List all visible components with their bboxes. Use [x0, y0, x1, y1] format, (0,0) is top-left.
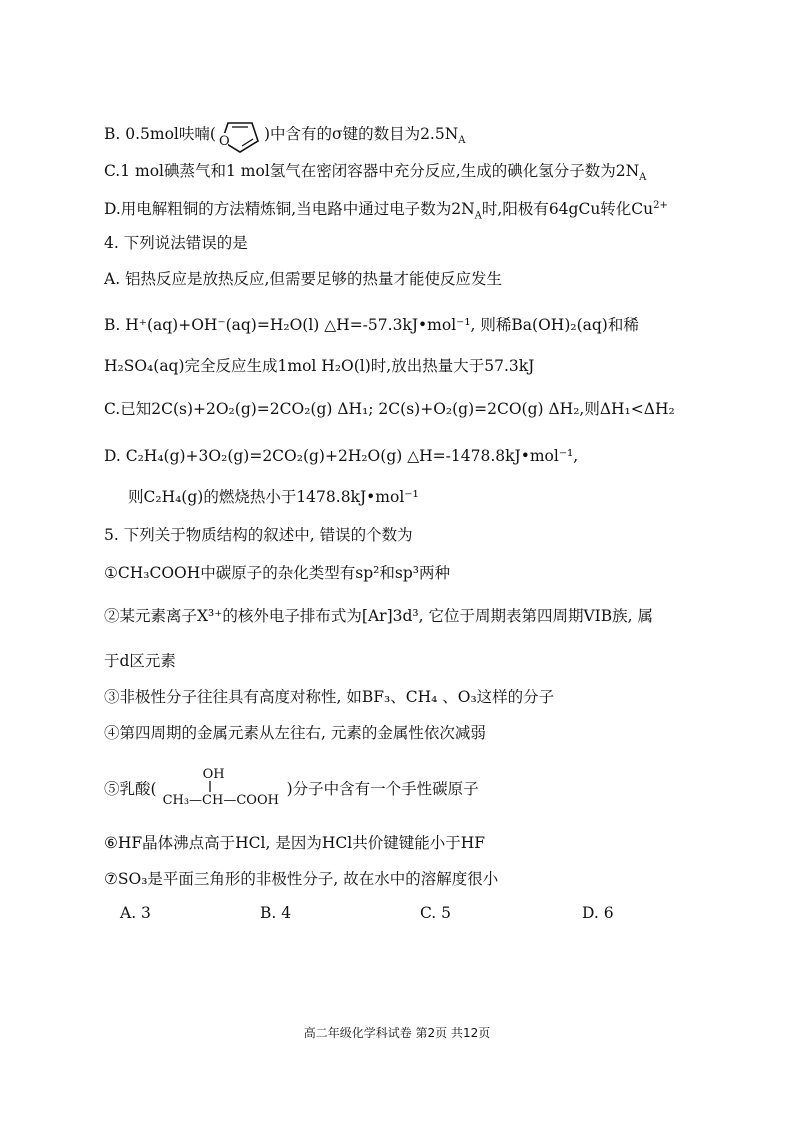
q4-option-a: A. 铝热反应是放热反应,但需要足够的热量才能使反应发生 [104, 270, 502, 288]
q5-option-c: C. 5 [420, 904, 452, 922]
q5-statement-2b: 于d区元素 [104, 652, 176, 670]
q4-option-d-line1: D. C₂H₄(g)+3O₂(g)=2CO₂(g)+2H₂O(g) △H=-1478.8kJ•mol⁻¹, [104, 447, 579, 465]
lactic-chain-label: CH₃—CH—COOH [162, 793, 279, 808]
lactic-oh-label: OH [202, 767, 225, 782]
q3-c-text: C.1 mol碘蒸气和1 mol氢气在密闭容器中充分反应,生成的碘化氢分子数为2N [104, 162, 640, 180]
q3-b-sub: A [458, 135, 466, 147]
q4-option-d-line2: 则C₂H₄(g)的燃烧热小于1478.8kJ•mol⁻¹ [128, 488, 419, 506]
q5-statement-7: ⑦SO₃是平面三角形的非极性分子, 故在水中的溶解度很小 [104, 870, 499, 888]
q5-option-a: A. 3 [120, 904, 151, 922]
svg-text:O: O [218, 134, 230, 149]
page-footer: 高二年级化学科试卷 第2页 共12页 [303, 1026, 491, 1040]
q4-option-b-line2: H₂SO₄(aq)完全反应生成1mol H₂O(l)时,放出热量大于57.3kJ [104, 357, 535, 375]
q5-statement-2a: ②某元素离子X³⁺的核外电子排布式为[Ar]3d³, 它位于周期表第四周期VIB族, 属 [104, 607, 654, 625]
q5-s5-post: )分子中含有一个手性碳原子 [286, 780, 479, 798]
lactic-acid-structure [157, 767, 287, 810]
q3-d-text: D.用电解粗铜的方法精炼铜,当电路中通过电子数为2N [104, 200, 475, 219]
q5-statement-1: ①CH₃COOH中碳原子的杂化类型有sp²和sp³两种 [104, 564, 450, 582]
q5-option-b: B. 4 [260, 904, 292, 922]
q3-option-d [104, 195, 668, 227]
q3-b-post: )中含有的σ键的数目为2.5N [263, 125, 459, 143]
q3-d-sup: 2+ [653, 200, 668, 211]
q5-statement-4: ④第四周期的金属元素从左往右, 元素的金属性依次减弱 [104, 724, 486, 742]
q4-option-c: C.已知2C(s)+2O₂(g)=2CO₂(g) ΔH₁; 2C(s)+O₂(g)=2CO(g) ΔH₂,则ΔH₁<ΔH₂ [104, 400, 675, 418]
q3-d-tail: 时,阳极有64gCu转化Cu [481, 200, 654, 219]
q4-stem: 4. 下列说法错误的是 [104, 234, 248, 252]
q3-option-b [104, 115, 466, 155]
q4-option-b-line1: B. H⁺(aq)+OH⁻(aq)=H₂O(l) △H=-57.3kJ•mol⁻¹, 则稀Ba(OH)₂(aq)和稀 [104, 316, 639, 334]
q3-d-sub: A [474, 210, 482, 222]
q5-stem: 5. 下列关于物质结构的叙述中, 错误的个数为 [104, 526, 413, 544]
q5-statement-5 [104, 767, 479, 810]
q5-s5-pre: ⑤乳酸( [104, 780, 157, 798]
q5-option-d: D. 6 [582, 904, 614, 922]
q5-statement-6: ⑥HF晶体沸点高于HCl, 是因为HCl共价键键能小于HF [104, 834, 485, 852]
q3-option-c [104, 160, 646, 189]
q3-c-sub: A [639, 172, 647, 184]
q5-statement-3: ③非极性分子往往具有高度对称性, 如BF₃、CH₄ 、O₃这样的分子 [104, 688, 555, 706]
q3-b-pre: B. 0.5mol呋喃( [104, 125, 216, 143]
furan-structure-icon [218, 115, 262, 155]
